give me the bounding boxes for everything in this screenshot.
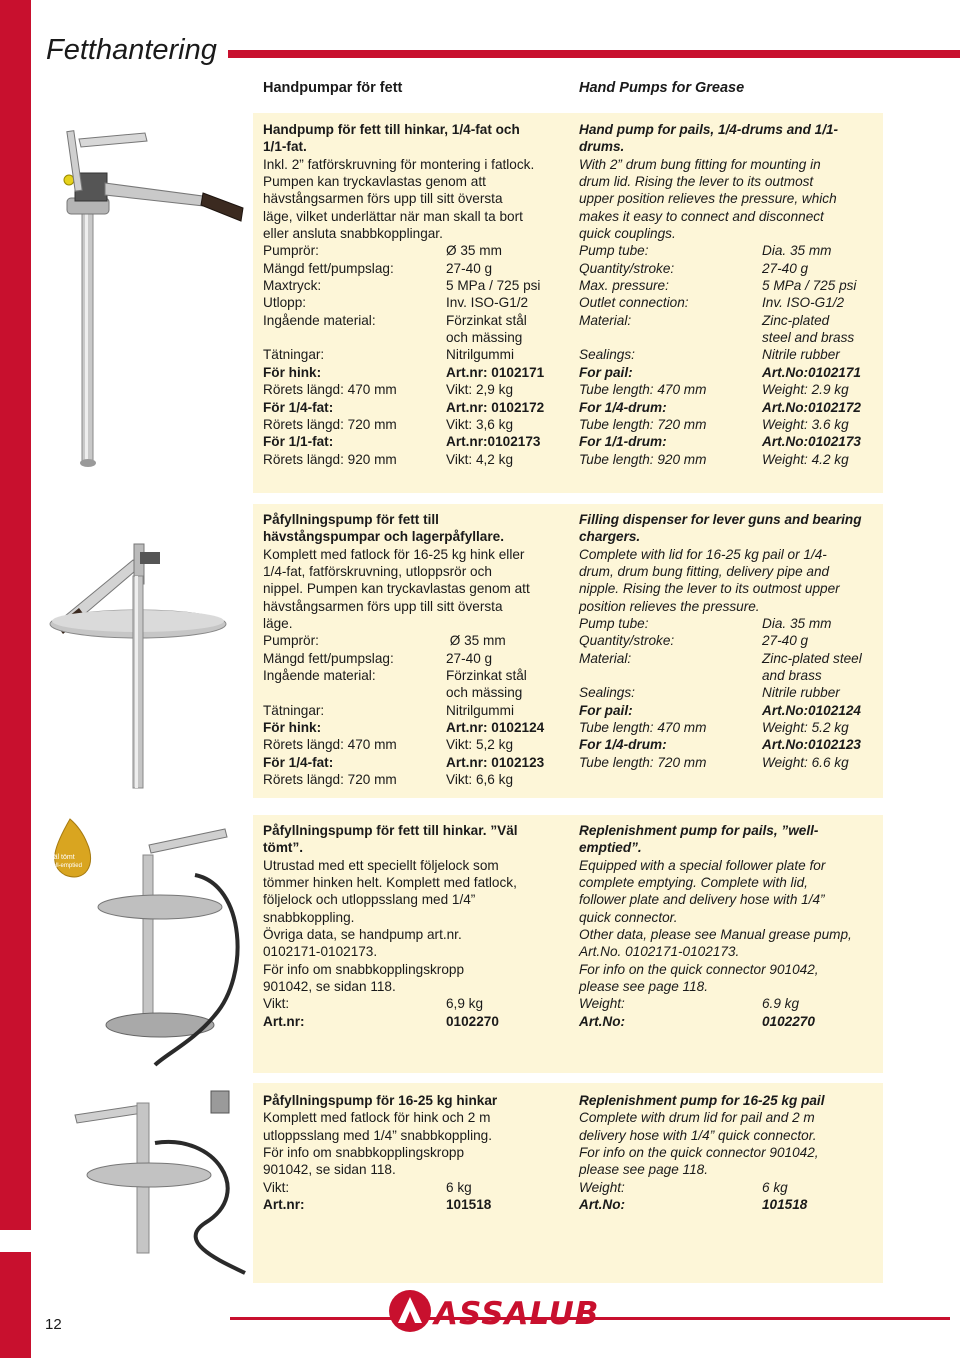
spec-key: Ingående material:	[263, 668, 376, 684]
s4-en-body: For info on the quick connector 901042,	[579, 1145, 819, 1161]
spec-value: 27-40 g	[762, 633, 809, 649]
s3-en-body: For info on the quick connector 901042,	[579, 961, 819, 977]
spec-value: and brass	[762, 668, 822, 684]
spec-value: Art.nr:0102173	[446, 434, 541, 450]
spec-value: Nitrilgummi	[446, 702, 514, 718]
spec-value: Weight: 3.6 kg	[762, 416, 849, 432]
spec-key: Tube length: 720 mm	[579, 416, 707, 432]
spec-key: Pump tube:	[579, 243, 649, 259]
spec-value: 5 MPa / 725 psi	[762, 278, 857, 294]
spec-row	[579, 1179, 879, 1196]
spec-row	[579, 451, 879, 468]
spec-value: Vikt: 2,9 kg	[446, 382, 513, 398]
s1-en-title-1: Hand pump for pails, 1/4-drums and 1/1-	[579, 122, 839, 137]
spec-row	[263, 399, 563, 416]
spec-value: och mässing	[446, 330, 523, 346]
spec-row	[263, 650, 563, 667]
s3-sv-body: följelock och utloppsslang med 1/4”	[263, 892, 476, 908]
s2-en-title-1: Filling dispenser for lever guns and bearing	[579, 512, 862, 527]
spec-row	[263, 364, 563, 381]
spec-value: Art.nr: 0102171	[446, 364, 545, 380]
spec-value: 27-40 g	[446, 260, 493, 276]
spec-key: Weight:	[579, 996, 625, 1012]
spec-key: Tätningar:	[263, 347, 325, 363]
badge-text-2: Well-emptied	[47, 863, 82, 869]
spec-key: Tube length: 720 mm	[579, 754, 707, 770]
spec-row	[579, 416, 879, 433]
spec-row	[579, 736, 879, 753]
spec-key: For 1/4-drum:	[579, 399, 667, 415]
badge-text-1: Väl tömt	[49, 854, 75, 861]
s3-sv-title-2: tömt”.	[263, 840, 304, 856]
spec-row	[263, 242, 563, 259]
s3-en-body: Other data, please see Manual grease pump,	[579, 927, 852, 943]
section-4-en	[579, 1092, 879, 1213]
s4-en-body: Complete with drum lid for pail and 2 m	[579, 1110, 815, 1126]
spec-key: För 1/1-fat:	[263, 434, 334, 450]
s3-en-body: please see page 118.	[579, 979, 708, 995]
spec-row	[579, 294, 879, 311]
spec-key: Mängd fett/pumpslag:	[263, 260, 394, 276]
s4-sv-body: Komplett med fatlock för hink och 2 m	[263, 1110, 491, 1126]
spec-row	[579, 719, 879, 736]
spec-row	[263, 754, 563, 771]
page-title: Fetthantering	[46, 34, 217, 66]
section-1-en	[579, 121, 879, 468]
s3-sv-body: tömmer hinken helt. Komplett med fatlock,	[263, 875, 517, 891]
pail-pump-photo	[45, 1083, 253, 1283]
spec-value: 27-40 g	[446, 650, 493, 666]
s1-en-body: drum lid. Rising the lever to its outmost	[579, 174, 814, 190]
spec-row	[579, 632, 879, 649]
spec-row	[579, 364, 879, 381]
s4-sv-body: utloppsslang med 1/4” snabbkoppling.	[263, 1127, 492, 1143]
spec-key: For pail:	[579, 364, 633, 380]
spec-value: och mässing	[446, 685, 523, 701]
spec-row	[263, 771, 563, 788]
hand-pump-photo	[45, 113, 253, 493]
spec-row	[579, 433, 879, 450]
spec-row	[263, 346, 563, 363]
header-sv: Handpumpar för fett	[263, 80, 403, 96]
spec-value: Vikt: 5,2 kg	[446, 737, 513, 753]
s1-sv-body: Pumpen kan tryckavlastas genom att	[263, 174, 486, 190]
spec-value: 101518	[446, 1197, 492, 1213]
spec-value: Vikt: 3,6 kg	[446, 416, 513, 432]
spec-key: Vikt:	[263, 1179, 290, 1195]
spec-key: Art.No:	[579, 1197, 626, 1213]
spec-value: Förzinkat stål	[446, 312, 527, 328]
left-accent-bar	[0, 0, 31, 1358]
spec-key: För hink:	[263, 720, 322, 736]
spec-row	[579, 242, 879, 259]
s4-sv-body: 901042, se sidan 118.	[263, 1162, 396, 1178]
assalub-logo-icon	[388, 1289, 432, 1333]
spec-row	[263, 381, 563, 398]
spec-row	[579, 995, 879, 1012]
s3-sv-body: Övriga data, se handpump art.nr.	[263, 927, 462, 943]
spec-row	[579, 312, 879, 329]
spec-value: steel and brass	[762, 330, 855, 346]
s2-sv-body: Komplett med fatlock för 16-25 kg hink eller	[263, 546, 525, 562]
spec-value: Dia. 35 mm	[762, 616, 832, 632]
spec-row	[579, 381, 879, 398]
spec-value: Art.No:0102123	[762, 737, 861, 753]
s3-en-title-2: emptied”.	[579, 840, 642, 856]
s2-en-body: nipple. Rising the lever to its outmost upper	[579, 581, 840, 597]
spec-row	[579, 346, 879, 363]
s1-sv-body: hävstångsarmen förs upp till sitt översta	[263, 191, 503, 207]
spec-key: Art.No:	[579, 1013, 626, 1029]
spec-value: Art.nr: 0102124	[446, 720, 545, 736]
spec-row	[263, 294, 563, 311]
spec-key: Rörets längd: 470 mm	[263, 737, 397, 753]
spec-key: Quantity/stroke:	[579, 633, 675, 649]
spec-value: Nitrilgummi	[446, 347, 514, 363]
s4-sv-body: För info om snabbkopplingskropp	[263, 1145, 464, 1161]
spec-value: 6 kg	[446, 1179, 472, 1195]
section-3-sv	[263, 822, 563, 1030]
spec-key: Pumprör:	[263, 633, 319, 649]
s2-en-body: position relieves the pressure.	[579, 598, 760, 614]
s3-sv-body: 901042, se sidan 118.	[263, 979, 396, 995]
s3-sv-body: 0102171-0102173.	[263, 944, 378, 960]
s1-en-body: upper position relieves the pressure, which	[579, 191, 837, 207]
s3-sv-body: Utrustad med ett speciellt följelock som	[263, 857, 499, 873]
spec-value: 6,9 kg	[446, 996, 484, 1012]
spec-key: Utlopp:	[263, 295, 307, 311]
spec-value: Dia. 35 mm	[762, 243, 832, 259]
s3-sv-body: snabbkoppling.	[263, 909, 355, 925]
spec-value: Art.No:0102172	[762, 399, 861, 415]
spec-key: Maxtryck:	[263, 278, 322, 294]
spec-key: For 1/4-drum:	[579, 737, 667, 753]
spec-key: Material:	[579, 650, 632, 666]
s3-en-title-1: Replenishment pump for pails, ”well-	[579, 823, 819, 838]
spec-key: Rörets längd: 720 mm	[263, 416, 397, 432]
spec-value: Vikt: 4,2 kg	[446, 451, 513, 467]
spec-value: Art.No:0102173	[762, 434, 861, 450]
spec-value: Art.nr: 0102123	[446, 754, 545, 770]
spec-row	[263, 719, 563, 736]
section-3-en	[579, 822, 879, 1030]
spec-row	[263, 1196, 563, 1213]
spec-value: Nitrile rubber	[762, 685, 840, 701]
spec-row	[263, 260, 563, 277]
s1-en-body: makes it easy to connect and disconnect	[579, 208, 824, 224]
spec-row	[263, 312, 563, 329]
spec-key: Ingående material:	[263, 312, 376, 328]
spec-key: Tube length: 470 mm	[579, 720, 707, 736]
spec-value: Art.No:0102124	[762, 702, 861, 718]
filling-dispenser-photo	[45, 504, 253, 798]
spec-row	[579, 329, 879, 346]
spec-row	[579, 399, 879, 416]
section-2-en	[579, 511, 879, 771]
spec-key: För 1/4-fat:	[263, 399, 334, 415]
spec-row	[263, 995, 563, 1012]
spec-key: Pump tube:	[579, 616, 649, 632]
spec-row	[263, 1013, 563, 1030]
s2-sv-title-1: Påfyllningspump för fett till	[263, 512, 439, 527]
spec-key: Art.nr:	[263, 1197, 305, 1213]
spec-key: Pumprör:	[263, 243, 319, 259]
s4-en-title: Replenishment pump for 16-25 kg pail	[579, 1093, 825, 1108]
spec-key	[579, 667, 762, 684]
spec-row	[263, 632, 563, 649]
spec-value: Weight: 4.2 kg	[762, 451, 849, 467]
spec-row	[579, 667, 879, 684]
brand-name: ASSALUB	[434, 1296, 600, 1332]
s1-sv-body: Inkl. 2” fatförskruvning för montering i fatlock.	[263, 156, 535, 172]
spec-key	[579, 329, 762, 346]
spec-row	[579, 754, 879, 771]
spec-value: Nitrile rubber	[762, 347, 840, 363]
spec-value: Ø 35 mm	[446, 633, 506, 649]
s1-sv-title-2: 1/1-fat.	[263, 139, 307, 155]
spec-row	[263, 667, 563, 684]
spec-value: Art.No:0102171	[762, 364, 861, 380]
s2-sv-body: läge.	[263, 616, 293, 632]
spec-key: Vikt:	[263, 996, 290, 1012]
spec-row	[263, 433, 563, 450]
s3-en-body: complete emptying. Complete with lid,	[579, 875, 808, 891]
spec-row	[579, 650, 879, 667]
spec-row	[579, 277, 879, 294]
spec-key: Sealings:	[579, 685, 635, 701]
spec-row	[579, 260, 879, 277]
spec-value: 0102270	[446, 1013, 499, 1029]
s2-sv-body: nippel. Pumpen kan tryckavlastas genom att	[263, 581, 530, 597]
spec-key	[263, 684, 446, 701]
header-en: Hand Pumps for Grease	[579, 80, 745, 96]
spec-row	[579, 615, 879, 632]
spec-value: Weight: 2.9 kg	[762, 382, 849, 398]
spec-key: Tätningar:	[263, 702, 325, 718]
section-2-sv	[263, 511, 563, 789]
s2-sv-body: hävstångsarmen förs upp till sitt översta	[263, 598, 503, 614]
spec-value: 5 MPa / 725 psi	[446, 278, 541, 294]
spec-value: Inv. ISO-G1/2	[446, 295, 529, 311]
s1-en-body: quick couplings.	[579, 226, 676, 242]
spec-key: Weight:	[579, 1179, 625, 1195]
spec-row	[263, 451, 563, 468]
spec-value: 0102270	[762, 1013, 815, 1029]
s2-en-body: drum, drum bung fitting, delivery pipe and	[579, 564, 830, 580]
s4-en-body: please see page 118.	[579, 1162, 708, 1178]
spec-key: Max. pressure:	[579, 278, 669, 294]
section-1-sv	[263, 121, 563, 468]
spec-key: Mängd fett/pumpslag:	[263, 650, 394, 666]
spec-key: Tube length: 470 mm	[579, 382, 707, 398]
spec-key: Rörets längd: 720 mm	[263, 772, 397, 788]
s2-en-body: Complete with lid for 16-25 kg pail or 1/4-	[579, 546, 827, 562]
replenishment-pump-photo	[45, 815, 253, 1073]
spec-value: Inv. ISO-G1/2	[762, 295, 845, 311]
spec-row	[579, 684, 879, 701]
spec-value: Vikt: 6,6 kg	[446, 772, 513, 788]
spec-value: Weight: 5.2 kg	[762, 720, 849, 736]
s3-en-body: quick connector.	[579, 909, 678, 925]
spec-key: För hink:	[263, 364, 322, 380]
spec-key: Art.nr:	[263, 1013, 305, 1029]
spec-value: Weight: 6.6 kg	[762, 754, 849, 770]
spec-key: För 1/4-fat:	[263, 754, 334, 770]
spec-value: 6.9 kg	[762, 996, 800, 1012]
s1-en-title-2: drums.	[579, 139, 625, 155]
spec-value: Zinc-plated	[762, 312, 830, 328]
page-number: 12	[45, 1316, 62, 1333]
spec-row	[263, 416, 563, 433]
spec-row	[263, 684, 563, 701]
s2-sv-body: 1/4-fat, fatförskruvning, utloppsrör och	[263, 564, 492, 580]
s2-sv-title-2: hävstångspumpar och lagerpåfyllare.	[263, 529, 504, 545]
spec-key: Outlet connection:	[579, 295, 689, 311]
spec-key: For 1/1-drum:	[579, 434, 667, 450]
s3-en-body: Equipped with a special follower plate for	[579, 857, 826, 873]
spec-row	[579, 1196, 879, 1213]
s1-en-body: With 2” drum bung fitting for mounting in	[579, 156, 821, 172]
spec-key: Quantity/stroke:	[579, 260, 675, 276]
spec-value: Art.nr: 0102172	[446, 399, 545, 415]
spec-value: 6 kg	[762, 1179, 788, 1195]
spec-key	[263, 329, 446, 346]
spec-row	[263, 736, 563, 753]
s1-sv-body: eller ansluta snabbkopplingar.	[263, 226, 443, 242]
spec-row	[263, 702, 563, 719]
spec-key: Sealings:	[579, 347, 635, 363]
spec-value: Zinc-plated steel	[762, 650, 862, 666]
s3-en-body: follower plate and delivery hose with 1/4”	[579, 892, 825, 908]
s1-sv-body: läge, vilket underlättar när man skall ta bort	[263, 208, 523, 224]
spec-value: Ø 35 mm	[446, 243, 502, 259]
spec-value: 101518	[762, 1197, 808, 1213]
spec-row	[263, 277, 563, 294]
spec-row	[579, 1013, 879, 1030]
s3-sv-title-1: Påfyllningspump för fett till hinkar. ”Väl	[263, 823, 518, 838]
s4-sv-title: Påfyllningspump för 16-25 kg hinkar	[263, 1093, 498, 1108]
spec-key: For pail:	[579, 702, 633, 718]
spec-key: Rörets längd: 920 mm	[263, 451, 397, 467]
spec-key: Tube length: 920 mm	[579, 451, 707, 467]
spec-row	[263, 1179, 563, 1196]
spec-value: 27-40 g	[762, 260, 809, 276]
left-bar-gap	[0, 1230, 31, 1252]
title-rule	[228, 50, 960, 58]
spec-row	[579, 702, 879, 719]
s4-en-body: delivery hose with 1/4” quick connector.	[579, 1127, 817, 1143]
s1-sv-title-1: Handpump för fett till hinkar, 1/4-fat och	[263, 122, 520, 137]
spec-value: Förzinkat stål	[446, 668, 527, 684]
s2-en-title-2: chargers.	[579, 529, 641, 545]
s3-en-body: Art.No. 0102171-0102173.	[579, 944, 740, 960]
spec-key: Rörets längd: 470 mm	[263, 382, 397, 398]
s3-sv-body: För info om snabbkopplingskropp	[263, 961, 464, 977]
spec-row	[263, 329, 563, 346]
spec-key: Material:	[579, 312, 632, 328]
section-4-sv	[263, 1092, 563, 1213]
